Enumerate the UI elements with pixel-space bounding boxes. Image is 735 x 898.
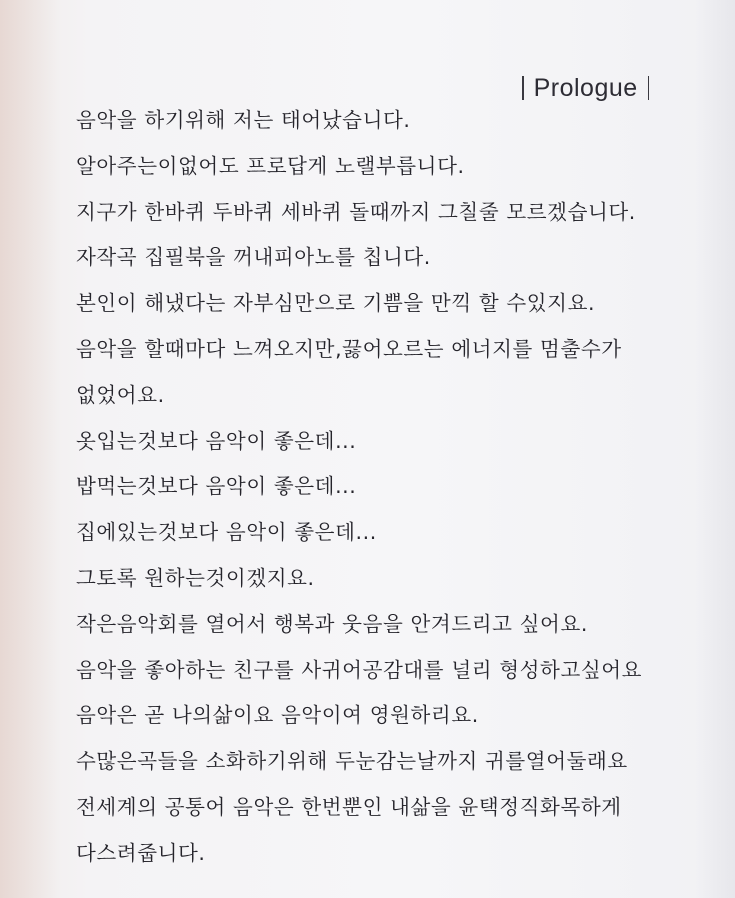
heading-right-divider [648,76,650,100]
heading-left-divider [522,76,524,100]
prologue-line: 음악은 곧 나의삶이요 음악이여 영원하리요. [76,703,479,728]
prologue-line: 음악을 할때마다 느껴오지만,끓어오르는 에너지를 멈출수가 [76,336,622,361]
prologue-line: 지구가 한바퀴 두바퀴 세바퀴 돌때까지 그칠줄 모르겠습니다. [76,199,636,224]
heading-title: Prologue [533,73,638,102]
prologue-line: 음악을 하기위해 저는 태어났습니다. [76,108,411,132]
prologue-line: 다스려줍니다. [76,840,206,865]
prologue-line: 알아주는이없어도 프로답게 노랠부릅니다. [76,153,465,178]
prologue-line: 작은음악회를 열어서 행복과 웃음을 안겨드리고 싶어요. [76,611,588,636]
prologue-line: 그토록 원하는것이겠지요. [76,565,315,590]
prologue-line: 옷입는것보다 음악이 좋은데... [76,428,357,453]
prologue-line: 음악을 좋아하는 친구를 사귀어공감대를 널리 형성하고싶어요 [76,657,643,682]
prologue-line: 집에있는것보다 음악이 좋은데... [76,520,377,545]
prologue-line: 밥먹는것보다 음악이 좋은데... [76,474,357,499]
prologue-line: 본인이 해냈다는 자부심만으로 기쁨을 만끽 할 수있지요. [76,291,596,316]
prologue-line: 자작곡 집필북을 꺼내피아노를 칩니다. [76,245,431,270]
prologue-body [76,98,716,877]
prologue-line: 전세계의 공통어 음악은 한번뿐인 내삶을 윤택정직화목하게 [76,794,622,819]
prologue-line: 수많은곡들을 소화하기위해 두눈감는날까지 귀를열어둘래요 [76,749,628,774]
prologue-line: 없었어요. [76,382,165,407]
